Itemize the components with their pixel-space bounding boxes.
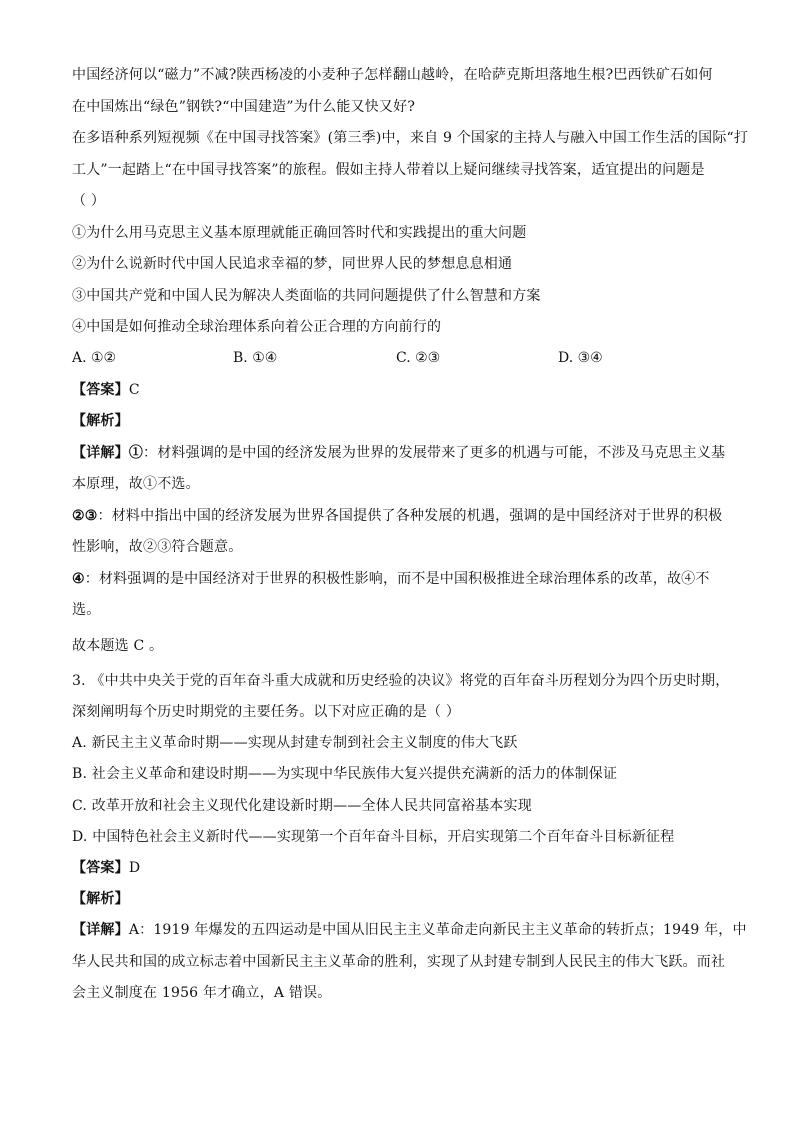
q2-detail-3-text-a: ：材料强调的是中国经济对于世界的积极性影响，而不是中国积极推进全球治理体系的改革，故④不	[84, 571, 710, 587]
q3-detail-line-1: A：1919 年爆发的五四运动是中国从旧民主主义革命走向新民主主义革命的转折点；1949 年，中	[128, 922, 747, 938]
q2-detail-1b: 本原理，故①不选。	[72, 476, 200, 492]
q2-option-c: C. ②③	[396, 350, 441, 366]
q3-stem-line-2: 深刻阐明每个历史时期党的主要任务。以下对应正确的是（ ）	[72, 704, 461, 720]
q3-option-b: B. 社会主义革命和建设时期——为实现中华民族伟大复兴提供充满新的活力的体制保证	[72, 766, 618, 782]
q2-detail-3a	[72, 569, 732, 589]
q3-answer-label: 【答案】	[72, 860, 129, 876]
q2-detail-2b: 性影响，故②③符合题意。	[72, 539, 243, 555]
q2-option-b: B. ①④	[233, 350, 278, 366]
q2-detail-3b: 选。	[72, 602, 101, 618]
q3-answer	[72, 858, 732, 878]
q2-item-2: ②为什么说新时代中国人民追求幸福的梦，同世界人民的梦想息息相通	[72, 256, 513, 272]
q2-option-d: D. ③④	[558, 350, 603, 366]
q2-item-4: ④中国是如何推动全球治理体系向着公正合理的方向前行的	[72, 319, 442, 335]
q2-detail-3-marker: ④	[72, 571, 85, 587]
q2-detail-2-text-a: ：材料中指出中国的经济发展为世界各国提供了各种发展的机遇，强调的是中国经济对于世界的积极	[97, 508, 723, 524]
q3-detail-1	[72, 920, 747, 940]
q3-detail-line-2: 华人民共和国的成立标志着中国新民主主义革命的胜利，实现了从封建专制到人民民主的伟大飞跃。而社	[72, 954, 726, 970]
q2-answer-label: 【答案】	[72, 382, 129, 398]
q3-option-a: A. 新民主主义革命时期——实现从封建专制到社会主义制度的伟大飞跃	[72, 735, 518, 751]
q3-option-c: C. 改革开放和社会主义现代化建设新时期——全体人民共同富裕基本实现	[72, 798, 532, 814]
q2-stem-line-4: 工人”一起踏上“在中国寻找答案”的旅程。假如主持人带着以上疑问继续寻找答案，适宜提出的问题是	[72, 162, 705, 178]
q2-item-3: ③中国共产党和中国人民为解决人类面临的共同问题提供了什么智慧和方案	[72, 288, 541, 304]
q2-stem-line-2: 在中国炼出“绿色”钢铁?“中国建造”为什么能又快又好?	[72, 99, 416, 115]
q2-answer	[72, 380, 732, 400]
q2-analysis-label: 【解析】	[72, 413, 129, 429]
q2-stem-line-1: 中国经济何以“磁力”不减?陕西杨凌的小麦种子怎样翻山越岭，在哈萨克斯坦落地生根?巴西铁矿石如何	[72, 67, 713, 83]
q2-option-a: A. ①②	[72, 350, 117, 366]
q2-conclusion: 故本题选 C 。	[72, 638, 164, 654]
q2-detail-2a	[72, 506, 732, 526]
q2-detail-1-text-a: ：材料强调的是中国的经济发展为世界的发展带来了更多的机遇与可能，不涉及马克思主义基	[143, 445, 726, 461]
q2-stem-line-5: （ ）	[72, 193, 106, 209]
q3-answer-value: D	[128, 860, 141, 876]
q3-stem-line-1: 3. 《中共中央关于党的百年奋斗重大成就和历史经验的决议》将党的百年奋斗历程划分为四个历史时期，	[72, 673, 730, 689]
q3-option-d: D. 中国特色社会主义新时代——实现第一个百年奋斗目标，开启实现第二个百年奋斗目标新征程	[72, 829, 675, 845]
q3-detail-line-3: 会主义制度在 1956 年才确立，A 错误。	[72, 985, 332, 1001]
q2-detail-2-marker: ②③	[72, 508, 98, 524]
q2-stem-line-3: 在多语种系列短视频《在中国寻找答案》(第三季)中，来自 9 个国家的主持人与融入中国工作生活的国际“打	[72, 130, 749, 146]
q3-analysis-label: 【解析】	[72, 891, 129, 907]
q3-detail-label: 【详解】	[72, 922, 129, 938]
q2-detail-label: 【详解】	[72, 445, 129, 461]
q2-item-1: ①为什么用马克思主义基本原理就能正确回答时代和实践提出的重大问题	[72, 225, 527, 241]
q2-detail-1a	[72, 443, 732, 463]
q2-detail-1-marker: ①	[128, 445, 144, 461]
q2-answer-value: C	[128, 382, 140, 398]
